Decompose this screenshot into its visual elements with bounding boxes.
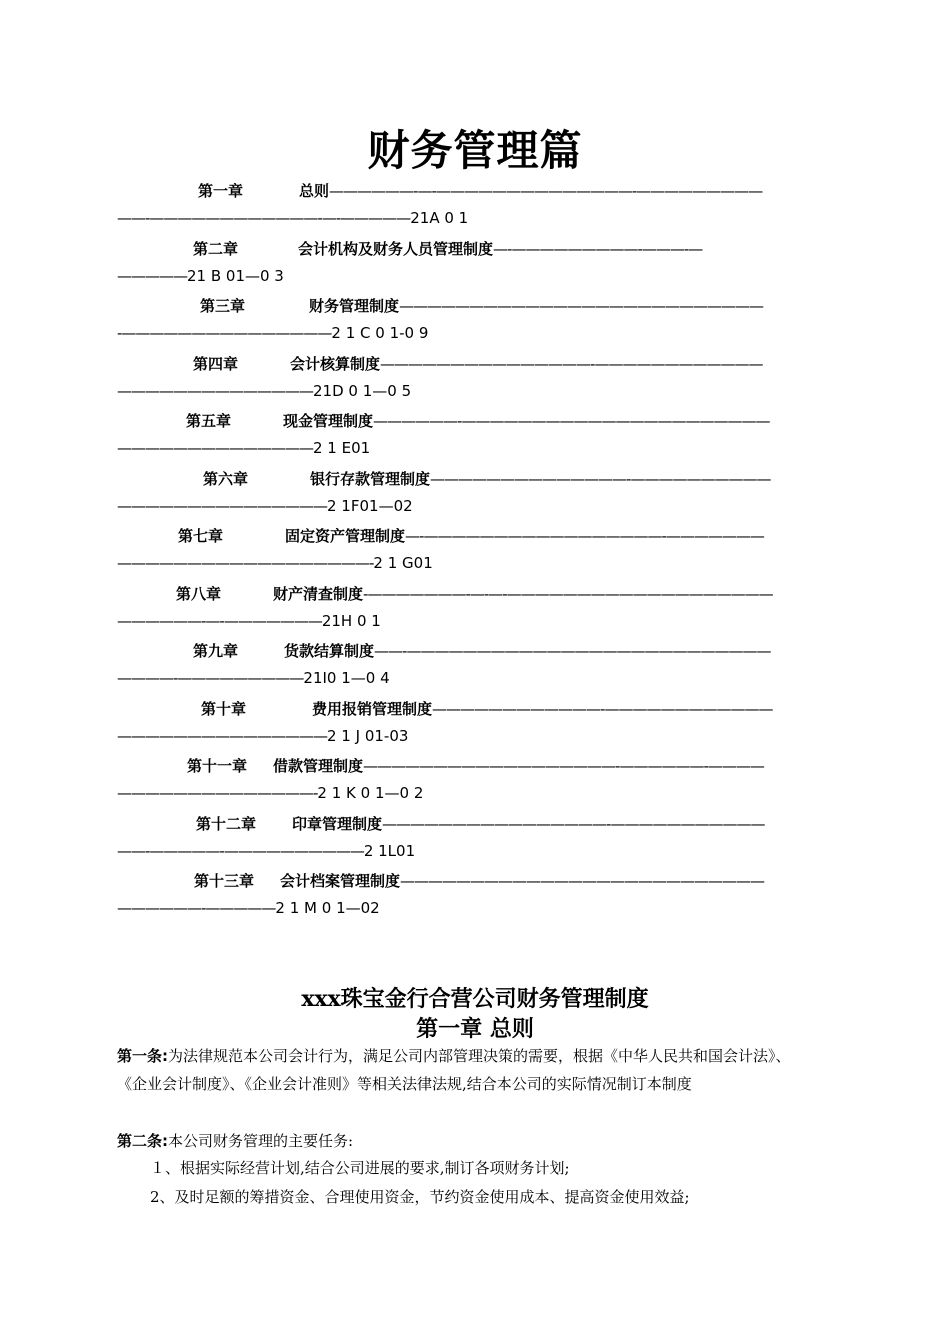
toc-leader: ————— bbox=[117, 266, 187, 285]
toc-entry bbox=[201, 698, 772, 719]
toc-leader: ——————-—————————————————————— bbox=[373, 412, 770, 430]
toc-chapter: 第六章 bbox=[203, 469, 249, 488]
article-1-label: 第一条: bbox=[117, 1047, 168, 1065]
toc-entry bbox=[194, 870, 764, 891]
toc-leader: -——————————————— bbox=[117, 324, 332, 342]
toc-leader: ——————-—-——————— bbox=[117, 611, 322, 630]
toc-entry-continuation bbox=[117, 612, 381, 630]
toc-chapter: 第八章 bbox=[176, 584, 222, 603]
section-title: xxx珠宝金行合营公司财务管理制度 bbox=[301, 986, 649, 1012]
toc-name: 会计机构及财务人员管理制度 bbox=[298, 239, 494, 258]
page-title: 财务管理篇 bbox=[367, 126, 583, 175]
toc-entry-continuation bbox=[117, 209, 468, 227]
toc-leader: -———————-—-—-——————————————————— bbox=[363, 584, 773, 603]
toc-leader: ——————-—-——————————————-————————— bbox=[329, 182, 763, 200]
article-2-label: 第二条: bbox=[117, 1132, 168, 1150]
toc-entry bbox=[203, 468, 770, 489]
toc-code: 21A 0 1 bbox=[410, 209, 469, 227]
toc-name: 会计档案管理制度 bbox=[280, 872, 401, 890]
toc-code: 2 1 C 0 1-0 9 bbox=[331, 324, 429, 342]
toc-chapter: 第十三章 bbox=[194, 872, 255, 890]
toc-entry bbox=[186, 410, 769, 431]
toc-chapter: 第十章 bbox=[201, 699, 247, 718]
toc-entry-continuation bbox=[117, 727, 408, 745]
toc-code: 2 1 J 01-03 bbox=[327, 726, 409, 745]
toc-leader: —————————————————————————— bbox=[400, 872, 765, 890]
article-2-text: 本公司财务管理的主要任务: bbox=[168, 1132, 354, 1150]
toc-entry-continuation bbox=[117, 439, 370, 457]
toc-leader: —-—————————————————-——————— bbox=[405, 527, 764, 545]
toc-leader: ——————————————————- bbox=[117, 554, 374, 572]
toc-name: 银行存款管理制度 bbox=[310, 469, 431, 488]
toc-entry-continuation bbox=[117, 784, 423, 802]
article-2 bbox=[117, 1127, 797, 1155]
toc-chapter: 第十一章 bbox=[187, 757, 248, 775]
toc-entry bbox=[193, 238, 702, 259]
toc-entry-continuation bbox=[117, 554, 433, 572]
article-1-text: 为法律规范本公司会计行为，满足公司内部管理决策的需要，根据《中华人民共和国会计法》、《企业会计制度》、《企业会计准则》等相关法律法规,结合本公司的实际情况制订本制度 bbox=[117, 1047, 791, 1093]
toc-code: 2 1 M 0 1—02 bbox=[275, 899, 380, 917]
toc-leader: ——————-————— bbox=[117, 899, 276, 917]
toc-chapter: 第二章 bbox=[193, 239, 239, 258]
toc-entry bbox=[193, 640, 770, 661]
toc-chapter: 第七章 bbox=[178, 527, 224, 545]
toc-chapter: 第九章 bbox=[193, 642, 239, 660]
toc-code: 21D 0 1—0 5 bbox=[313, 381, 412, 400]
toc-name: 财务管理制度 bbox=[309, 297, 400, 315]
toc-entry-continuation bbox=[117, 267, 284, 285]
toc-entry bbox=[200, 295, 763, 316]
toc-entry-continuation bbox=[117, 899, 380, 917]
toc-entry bbox=[198, 180, 762, 201]
toc-name: 现金管理制度 bbox=[283, 412, 374, 430]
toc-chapter: 第十二章 bbox=[196, 814, 257, 833]
toc-name: 费用报销管理制度 bbox=[312, 699, 433, 718]
toc-code: 2 1F01—02 bbox=[327, 496, 413, 515]
toc-leader: ———————————————-———————————— bbox=[380, 354, 763, 373]
toc-leader: —————————————————————————— bbox=[399, 297, 764, 315]
toc-entry bbox=[196, 813, 764, 834]
toc-leader: ——————————————————-——————-———— bbox=[363, 757, 764, 775]
toc-code: 21I0 1—0 4 bbox=[303, 669, 390, 687]
toc-code: 2 1 E01 bbox=[313, 439, 371, 457]
toc-name: 固定资产管理制度 bbox=[285, 527, 406, 545]
toc-leader: ——-————————————-—-————— bbox=[117, 209, 411, 227]
toc-leader: ——-—————————————————————————— bbox=[374, 642, 771, 660]
toc-entry-continuation bbox=[117, 324, 428, 342]
toc-code: 2 1L01 bbox=[363, 841, 416, 860]
article-1 bbox=[117, 1042, 797, 1098]
toc-name: 印章管理制度 bbox=[292, 814, 383, 833]
list-item: １、根据实际经营计划,结合公司进展的要求,制订各项财务计划; bbox=[150, 1159, 570, 1177]
toc-name: 总则 bbox=[299, 182, 330, 200]
toc-leader: ——————————————- bbox=[117, 784, 318, 802]
toc-leader: ——-—————-—————————— bbox=[117, 841, 364, 860]
list-item: 2、及时足额的筹措资金、合理使用资金，节约资金使用成本、提高资金使用效益; bbox=[150, 1188, 690, 1206]
toc-leader: ————————————-———————————— bbox=[432, 699, 773, 718]
toc-name: 货款结算制度 bbox=[284, 642, 375, 660]
toc-chapter: 第三章 bbox=[200, 297, 246, 315]
toc-name: 会计核算制度 bbox=[290, 354, 381, 373]
toc-code: 2 1 K 0 1—0 2 bbox=[317, 784, 424, 802]
toc-chapter: 第一章 bbox=[198, 182, 244, 200]
toc-entry bbox=[193, 353, 762, 374]
toc-entry-continuation bbox=[117, 669, 390, 687]
toc-entry bbox=[176, 583, 773, 604]
toc-code: 2 1 G01 bbox=[373, 554, 433, 572]
toc-leader: ——————————————-—————————— bbox=[430, 469, 771, 488]
toc-chapter: 第五章 bbox=[186, 412, 232, 430]
toc-leader: —————————————— bbox=[117, 381, 313, 400]
toc-code: 21 B 01—0 3 bbox=[187, 266, 284, 285]
toc-code: 21H 0 1 bbox=[321, 611, 381, 630]
toc-chapter: 第四章 bbox=[193, 354, 239, 373]
toc-entry bbox=[178, 525, 764, 546]
toc-leader: ——————————————— bbox=[117, 726, 327, 745]
toc-leader: ——————————————— bbox=[117, 496, 327, 515]
toc-leader: —————————————— bbox=[117, 439, 313, 457]
toc-entry bbox=[187, 755, 764, 776]
toc-leader: ————-————————— bbox=[117, 669, 304, 687]
toc-name: 借款管理制度 bbox=[273, 757, 364, 775]
chapter-title: 第一章 总则 bbox=[416, 1016, 534, 1042]
toc-entry-continuation bbox=[117, 497, 413, 515]
toc-entry-continuation bbox=[117, 842, 415, 860]
toc-name: 财产清查制度 bbox=[273, 584, 364, 603]
toc-leader: —-—————————-———-— bbox=[493, 239, 703, 258]
toc-entry-continuation bbox=[117, 382, 411, 400]
toc-leader: ————————————————-——————————— bbox=[382, 814, 765, 833]
